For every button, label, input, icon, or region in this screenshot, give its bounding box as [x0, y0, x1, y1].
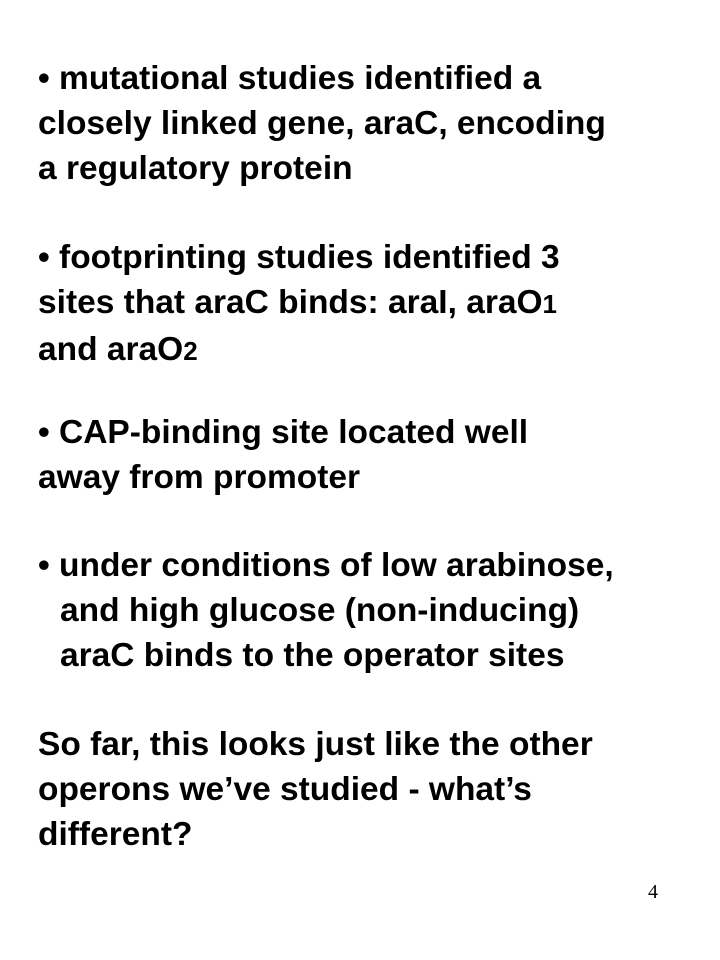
- bullet-line: closely linked gene, araC, encoding: [38, 105, 606, 142]
- closing-line: So far, this looks just like the other: [38, 726, 593, 763]
- subscript-2: 2: [183, 336, 198, 366]
- bullet-line: • mutational studies identified a: [38, 60, 542, 97]
- bullet-mutational-studies: [38, 56, 708, 191]
- bullet-cap-binding-site: [38, 410, 708, 500]
- line-text: and araO: [38, 331, 184, 368]
- bullet-line: • CAP-binding site located well: [38, 414, 529, 451]
- line-text: sites that araC binds: araI, araO: [38, 284, 543, 321]
- bullet-footprinting-studies: [38, 235, 708, 374]
- bullet-line: away from promoter: [38, 459, 361, 496]
- closing-line: operons we’ve studied - what’s: [38, 771, 532, 808]
- closing-question: [38, 722, 708, 857]
- bullet-line: a regulatory protein: [38, 150, 353, 187]
- bullet-line: • under conditions of low arabinose,: [38, 547, 614, 584]
- bullet-line-with-subscript: [38, 280, 708, 327]
- bullet-line-with-subscript: [38, 327, 708, 374]
- subscript-1: 1: [542, 289, 558, 319]
- bullet-line: • footprinting studies identified 3: [38, 239, 560, 276]
- bullet-low-arabinose: [38, 543, 708, 678]
- bullet-line: araC binds to the operator sites: [60, 637, 565, 674]
- closing-line: different?: [38, 816, 193, 853]
- page-number: 4: [648, 881, 658, 903]
- bullet-line: and high glucose (non-inducing): [60, 592, 580, 629]
